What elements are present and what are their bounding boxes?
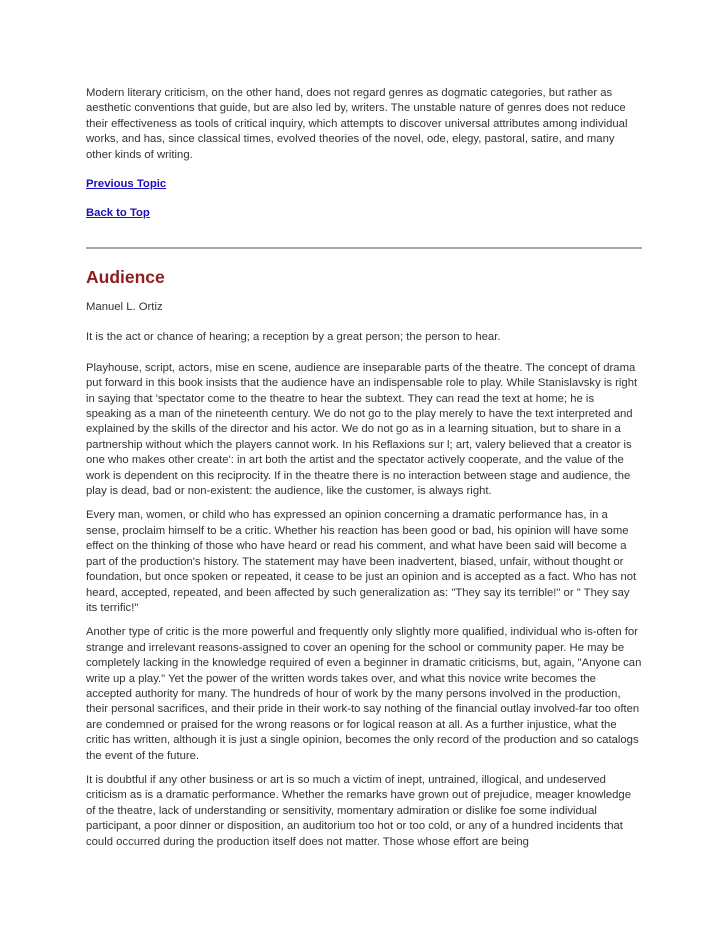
back-to-top-link[interactable]: Back to Top (86, 207, 150, 220)
section-title: Audience (86, 267, 165, 287)
body-paragraph: Another type of critic is the more powerful and frequently only slightly more qualified, individual who is-often for strange and irrelevant reasons-assigned to cover an opening for the school or community paper. He may be completely lacking in the knowledge required of even a beginner in dramatic criticisms, but, again, "Anyone can write up a play." Yet the power of the written words takes over, and what this novice write becomes the accepted authority for many. The hundreds of hour of work by the many persons involved in the production, their personal sacrifices, and their pride in their work-to say nothing of the financial outlay involved-far too often are condemned or praised for the wrong reasons or for logical reason at all. As a further injustice, what the critic has written, although it is just a single opinion, becomes the only record of the production and so catalogs the event of the future. (86, 626, 642, 762)
body-paragraph: Playhouse, script, actors, mise en scene, audience are inseparable parts of the theatre. The concept of drama put forward in this book insists that the audience have an indispensable role to play. While Stanislavsky is right in saying that 'spectator come to the theatre to hear the subtext. They can read the text at home; he is speaking as a man of the nineteenth century. We do not go to the play merely to have the text interpreted and explained by the skills of the director and his actor. We do not go as in a learning situation, but to share in a partnership without which the players cannot work. In his Reflaxions sur l; art, valery believed that a creator is one who makes other create': in art both the artist and the spectator actively cooperate, and the value of the work is dependent on this reciprocity. If in the theatre there is no interaction between stage and audience, the play is dead, bad or non-existent: the audience, like the customer, is always right. (86, 361, 638, 498)
body-paragraph: Every man, women, or child who has expressed an opinion concerning a dramatic performance has, in a sense, proclaim himself to be a critic. Whether his reaction has been good or bad, his opinion will have some effect on the thinking of those who have heard or read his comment, and what have been said will become a part of the production's history. The statement may have been inadvertent, biased, unfair, without thought or foundation, but once spoken or repeated, it cease to be just an opinion and is accepted as a fact. Who has not heard, accepted, repeated, and been affected by such generalization as: "They say its terrible!" or " They say its terrific!" (86, 509, 637, 614)
section-divider (86, 247, 642, 249)
intro-block (86, 86, 642, 221)
definition-paragraph: It is the act or chance of hearing; a reception by a great person; the person to hear. (86, 331, 501, 344)
author-name: Manuel L. Ortiz (86, 301, 163, 313)
audience-section (86, 266, 642, 859)
previous-topic-link[interactable]: Previous Topic (86, 178, 167, 191)
intro-paragraph: Modern literary criticism, on the other hand, does not regard genres as dogmatic categories, but rather as aesthetic conventions that guide, but are also led by, writers. The unstable nature of genres does not reduce their effectiveness as tools of critical inquiry, which attempts to discover universal attributes among individual works, and has, since classical times, evolved theories of the novel, ode, elegy, pastoral, satire, and many other kinds of writing. (86, 87, 628, 161)
body-paragraph: It is doubtful if any other business or art is so much a victim of inept, untrained, illogical, and undeserved criticism as is a dramatic performance. Whether the remarks have grown out of prejudice, meager knowledge of the theatre, lack of understanding or sensitivity, momentary admiration or dislike foe some individual participant, a poor dinner or disposition, an auditorium too hot or too cold, or any of a hundred incidents that could occurred during the production itself does not matter. Those whose effort are being (86, 773, 631, 848)
